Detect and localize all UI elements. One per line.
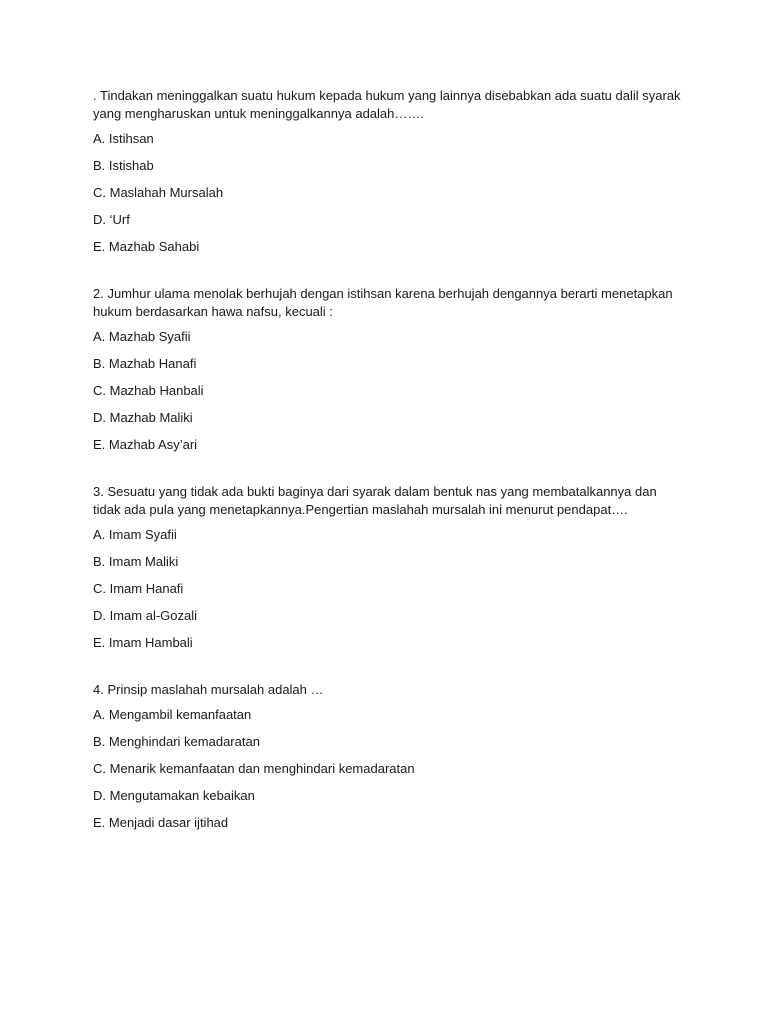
option-b: B. Mazhab Hanafi	[93, 356, 197, 371]
option-c: C. Maslahah Mursalah	[93, 185, 224, 200]
option-b: B. Istishab	[93, 158, 154, 173]
option-d: D. ‘Urf	[93, 212, 130, 227]
question-3	[93, 483, 708, 652]
option-a: A. Istihsan	[93, 131, 154, 146]
option-b: B. Imam Maliki	[93, 554, 179, 569]
question-text: 3. Sesuatu yang tidak ada bukti baginya dari syarak dalam bentuk nas yang membatalkannya dan tidak ada pula yang menetapkannya.Pengertian maslahah mursalah ini menurut pendapat….	[93, 484, 657, 517]
option-a: A. Mengambil kemanfaatan	[93, 707, 252, 722]
question-text: . Tindakan meninggalkan suatu hukum kepada hukum yang lainnya disebabkan ada suatu dalil syarak yang mengharuskan untuk meninggalkannya adalah…….	[93, 88, 681, 121]
option-d: D. Mengutamakan kebaikan	[93, 788, 255, 803]
option-c: C. Imam Hanafi	[93, 581, 184, 596]
question-text: 2. Jumhur ulama menolak berhujah dengan istihsan karena berhujah dengannya berarti menetapkan hukum berdasarkan hawa nafsu, kecuali :	[93, 286, 673, 319]
option-b: B. Menghindari kemadaratan	[93, 734, 260, 749]
option-c: C. Mazhab Hanbali	[93, 383, 204, 398]
question-text: 4. Prinsip maslahah mursalah adalah …	[93, 682, 324, 697]
option-a: A. Imam Syafii	[93, 527, 177, 542]
question-4	[93, 681, 708, 832]
option-e: E. Menjadi dasar ijtihad	[93, 815, 229, 830]
question-2	[93, 285, 708, 454]
option-d: D. Mazhab Maliki	[93, 410, 193, 425]
option-e: E. Imam Hambali	[93, 635, 193, 650]
question-1	[93, 87, 708, 256]
option-d: D. Imam al-Gozali	[93, 608, 198, 623]
option-a: A. Mazhab Syafii	[93, 329, 191, 344]
option-e: E. Mazhab Asy’ari	[93, 437, 198, 452]
option-c: C. Menarik kemanfaatan dan menghindari kemadaratan	[93, 761, 415, 776]
option-e: E. Mazhab Sahabi	[93, 239, 200, 254]
